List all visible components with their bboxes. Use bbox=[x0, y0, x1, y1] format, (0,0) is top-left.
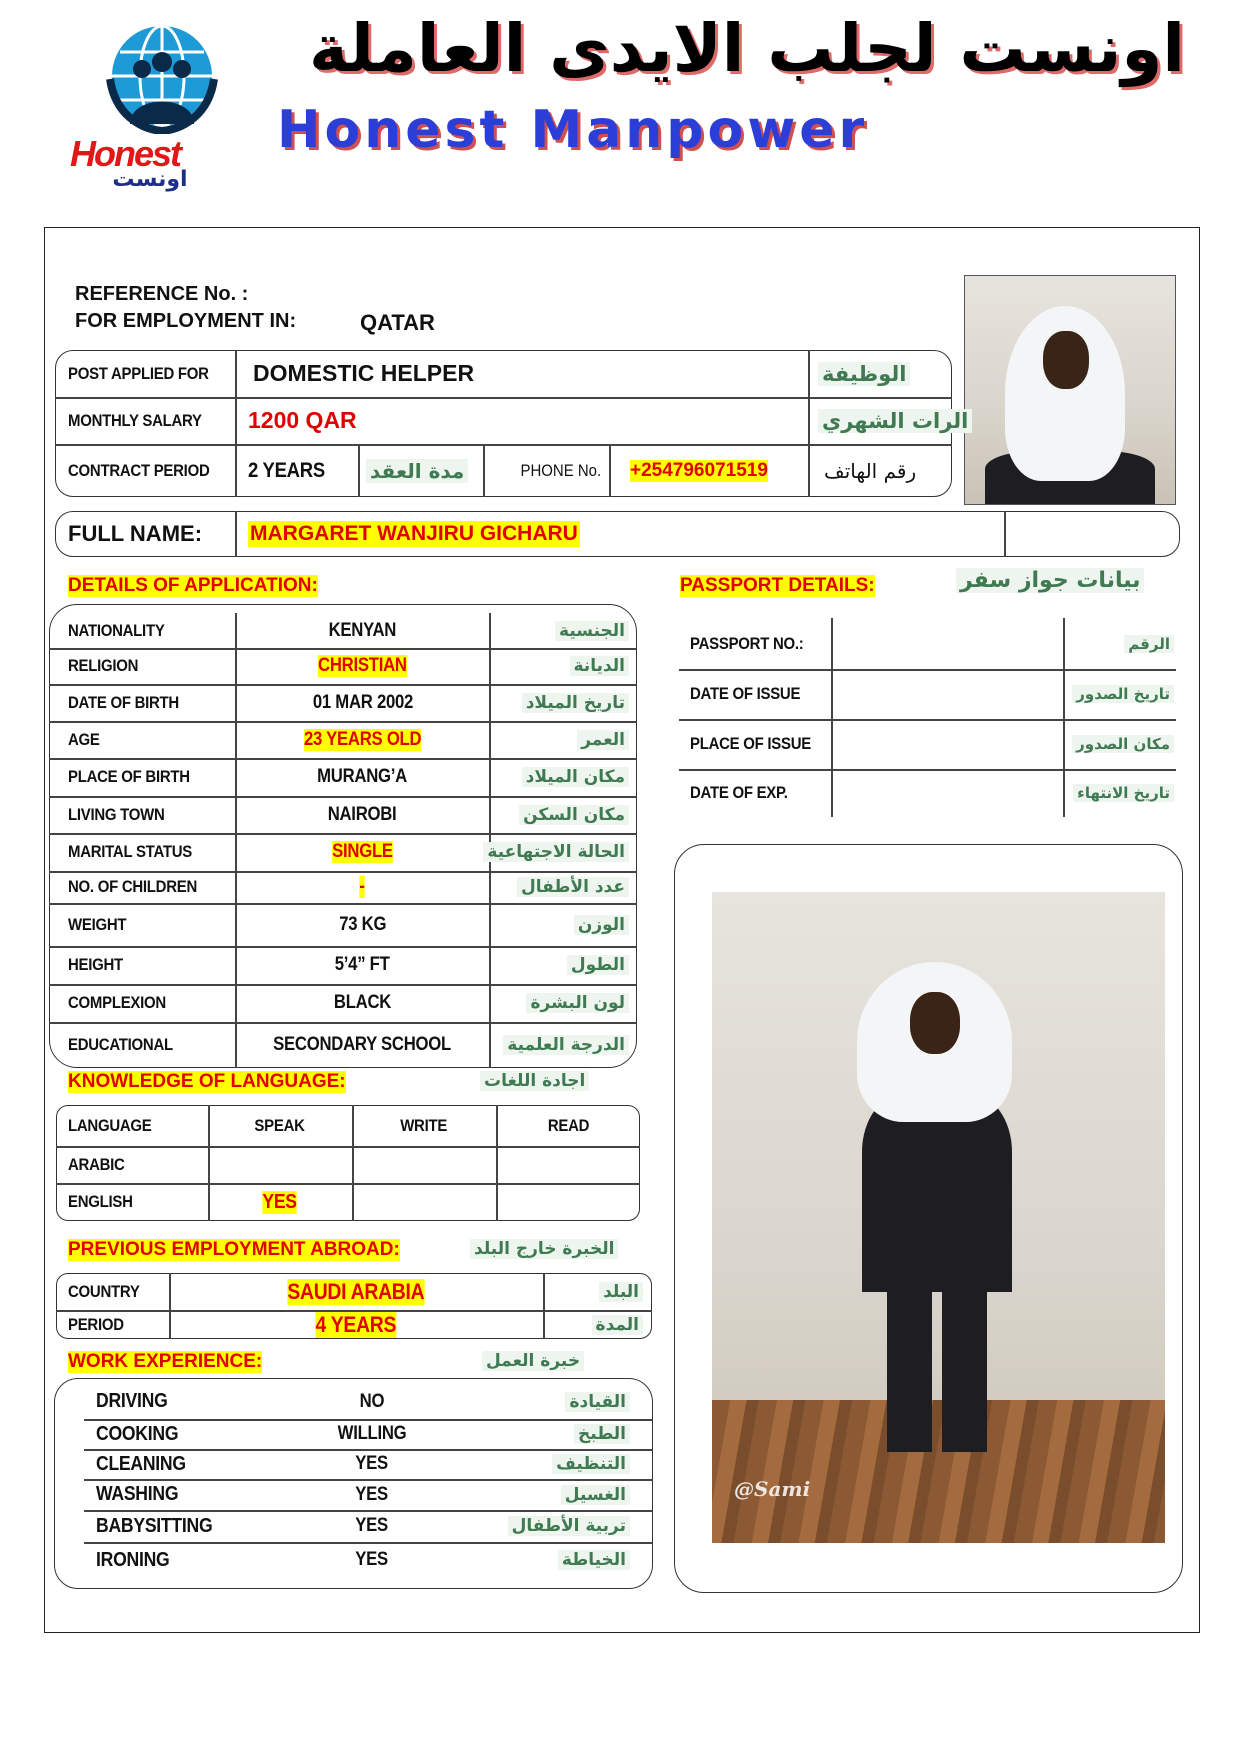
full-name-value: MARGARET WANJIRU GICHARU bbox=[250, 522, 578, 545]
work-skill-label-ar: الطبخ bbox=[574, 1424, 630, 1444]
details-row bbox=[68, 758, 206, 796]
previous-employment-value: 4 YEARS bbox=[315, 1311, 397, 1337]
previous-employment-heading-ar: الخبرة خارج البلد bbox=[470, 1239, 618, 1259]
details-label-ar: مكان السكن bbox=[519, 805, 629, 825]
work-skill-value: YES bbox=[355, 1549, 389, 1570]
passport-heading-ar: بيانات جواز سفر bbox=[956, 568, 1144, 593]
work-skill-label-ar: الخياطة bbox=[558, 1550, 630, 1570]
employment-country: QATAR bbox=[360, 310, 435, 335]
details-label-ar: مكان الميلاد bbox=[522, 767, 629, 787]
work-skill-label: DRIVING bbox=[96, 1390, 168, 1412]
details-label-ar: الديانة bbox=[570, 656, 630, 676]
details-value: NAIROBI bbox=[328, 803, 397, 825]
previous-employment-value: SAUDI ARABIA bbox=[287, 1278, 425, 1304]
details-label-ar: تاريخ الميلاد bbox=[522, 693, 629, 713]
logo-arabic: اونست bbox=[112, 167, 188, 192]
passport-label: DATE OF ISSUE bbox=[690, 684, 801, 703]
work-skill-label-ar: الغسيل bbox=[561, 1485, 630, 1505]
full-name-row bbox=[55, 511, 1180, 557]
salary-label-ar: الرات الشهري bbox=[818, 409, 972, 433]
previous-employment-label-ar: البلد bbox=[599, 1282, 643, 1302]
details-value: SECONDARY SCHOOL bbox=[273, 1034, 452, 1055]
details-value: 5’4” FT bbox=[335, 954, 390, 975]
details-value: - bbox=[359, 876, 366, 897]
applicant-photo-full bbox=[712, 892, 1165, 1543]
previous-employment-label: PERIOD bbox=[68, 1314, 124, 1334]
details-label: AGE bbox=[68, 729, 100, 749]
passport-label-ar: مكان الصدور bbox=[1072, 735, 1174, 753]
work-skill-label-ar: تربية الأطفال bbox=[508, 1516, 630, 1536]
details-row bbox=[68, 903, 134, 946]
details-value: 23 YEARS OLD bbox=[303, 728, 422, 750]
work-skill-label: COOKING bbox=[96, 1422, 179, 1445]
details-label-ar: الحالة الاجتهاعية bbox=[483, 842, 629, 862]
work-skill-value: YES bbox=[355, 1453, 389, 1474]
work-experience-heading: WORK EXPERIENCE: bbox=[68, 1351, 263, 1372]
previous-employment-heading: PREVIOUS EMPLOYMENT ABROAD: bbox=[68, 1239, 400, 1260]
details-row bbox=[68, 684, 194, 721]
phone-label: PHONE No. bbox=[520, 460, 602, 480]
language-header: SPEAK bbox=[254, 1115, 306, 1135]
salary-value: 1200 QAR bbox=[248, 407, 357, 433]
contract-value: 2 YEARS bbox=[248, 458, 325, 482]
language-cell: ENGLISH bbox=[68, 1192, 133, 1211]
previous-employment-label-ar: المدة bbox=[592, 1315, 643, 1335]
details-row bbox=[68, 946, 130, 984]
language-cell: ARABIC bbox=[68, 1154, 125, 1174]
company-logo bbox=[70, 24, 240, 192]
arabic-company-name: اونست لجلب الايدى العاملة bbox=[309, 10, 1185, 87]
language-header: LANGUAGE bbox=[68, 1115, 152, 1135]
details-label: LIVING TOWN bbox=[68, 804, 165, 824]
passport-label: PASSPORT NO.: bbox=[690, 633, 804, 653]
details-row bbox=[68, 613, 178, 648]
details-row bbox=[68, 796, 178, 833]
company-name: Honest Manpower bbox=[277, 100, 869, 160]
details-label: HEIGHT bbox=[68, 955, 123, 974]
details-value: 73 KG bbox=[338, 913, 386, 935]
work-skill-label: CLEANING bbox=[96, 1452, 186, 1475]
work-skill-label-ar: القيادة bbox=[565, 1392, 630, 1412]
details-label-ar: الطول bbox=[567, 955, 629, 975]
contract-label-ar: مدة العقد bbox=[366, 459, 468, 483]
globe-hands-icon bbox=[70, 24, 240, 134]
work-experience-heading-ar: خبرة العمل bbox=[482, 1351, 584, 1371]
post-label-ar: الوظيفة bbox=[818, 362, 910, 386]
previous-employment-label: COUNTRY bbox=[68, 1281, 140, 1301]
details-label: NO. OF CHILDREN bbox=[68, 877, 198, 896]
passport-label: DATE OF EXP. bbox=[690, 783, 788, 802]
details-row bbox=[68, 871, 215, 903]
work-skill-value: NO bbox=[359, 1390, 385, 1412]
details-value: SINGLE bbox=[332, 841, 393, 862]
details-value: CHRISTIAN bbox=[318, 655, 407, 676]
details-label: PLACE OF BIRTH bbox=[68, 767, 190, 786]
details-label-ar: عدد الأطفال bbox=[517, 877, 629, 897]
details-label-ar: الجنسية bbox=[555, 621, 629, 641]
details-label-ar: الوزن bbox=[574, 915, 629, 935]
full-name-label: FULL NAME: bbox=[68, 521, 203, 546]
details-row bbox=[68, 984, 179, 1022]
applicant-photo-small bbox=[964, 275, 1176, 505]
language-heading: KNOWLEDGE OF LANGUAGE: bbox=[68, 1071, 346, 1092]
details-heading: DETAILS OF APPLICATION: bbox=[68, 575, 318, 596]
passport-heading: PASSPORT DETAILS: bbox=[680, 575, 875, 596]
passport-label-ar: الرقم bbox=[1124, 635, 1174, 653]
post-label: POST APPLIED FOR bbox=[68, 363, 209, 383]
logo-wordmark: Honest bbox=[70, 133, 181, 174]
details-row bbox=[68, 1022, 187, 1068]
work-skill-label: BABYSITTING bbox=[96, 1514, 213, 1537]
details-value: KENYAN bbox=[328, 619, 397, 641]
details-label: DATE OF BIRTH bbox=[68, 692, 179, 712]
details-row bbox=[68, 833, 209, 871]
language-cell: YES bbox=[262, 1190, 298, 1213]
salary-label: MONTHLY SALARY bbox=[68, 410, 202, 430]
passport-label: PLACE OF ISSUE bbox=[690, 734, 811, 753]
passport-label-ar: تاريخ الانتهاء bbox=[1073, 784, 1174, 802]
language-header: READ bbox=[547, 1115, 589, 1135]
work-skill-label: IRONING bbox=[96, 1548, 170, 1571]
employment-label: FOR EMPLOYMENT IN: bbox=[75, 310, 297, 332]
work-skill-label: WASHING bbox=[96, 1483, 179, 1505]
phone-label-ar: رقم الهاتف bbox=[824, 458, 917, 483]
details-label: COMPLEXION bbox=[68, 993, 166, 1012]
details-label-ar: العمر bbox=[577, 730, 629, 750]
passport-label-ar: تاريخ الصدور bbox=[1072, 685, 1174, 703]
photo-watermark: @Sami bbox=[734, 1477, 811, 1501]
contract-label: CONTRACT PERIOD bbox=[68, 460, 210, 480]
details-label: WEIGHT bbox=[68, 914, 127, 934]
phone-value: +254796071519 bbox=[630, 459, 768, 481]
work-skill-label-ar: التنظيف bbox=[552, 1454, 630, 1474]
reference-label: REFERENCE No. : bbox=[75, 283, 249, 305]
details-row bbox=[68, 721, 104, 758]
details-label: EDUCATIONAL bbox=[68, 1035, 173, 1054]
work-skill-value: WILLING bbox=[337, 1423, 407, 1444]
details-label: MARITAL STATUS bbox=[68, 842, 193, 861]
work-skill-value: YES bbox=[355, 1515, 389, 1536]
details-label-ar: الدرجة العلمية bbox=[503, 1035, 629, 1055]
language-heading-ar: اجادة اللغات bbox=[480, 1071, 589, 1091]
details-value: MURANG’A bbox=[317, 766, 408, 787]
language-header: WRITE bbox=[400, 1115, 448, 1135]
details-label: NATIONALITY bbox=[68, 620, 165, 640]
details-value: BLACK bbox=[333, 992, 392, 1013]
details-label: RELIGION bbox=[68, 656, 139, 675]
details-label-ar: لون البشرة bbox=[526, 993, 629, 1013]
work-skill-value: YES bbox=[355, 1483, 389, 1505]
post-value: DOMESTIC HELPER bbox=[253, 360, 475, 386]
details-row bbox=[68, 648, 148, 684]
details-value: 01 MAR 2002 bbox=[312, 691, 413, 713]
